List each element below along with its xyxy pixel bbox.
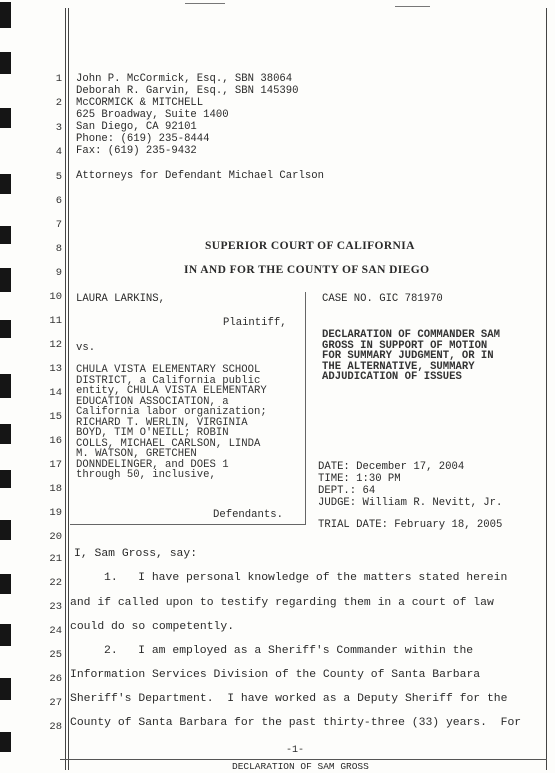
binder-hole [0,732,11,752]
counsel-firm: McCORMICK & MITCHELL [76,97,204,109]
binder-hole [0,52,11,74]
line-number: 8 [55,243,62,255]
scan-mark [395,6,430,7]
paragraph-1-line: could do so competently. [70,621,235,633]
versus: vs. [76,342,96,354]
paragraph-2-line: Information Services Division of the County of Santa Barbara [70,669,481,681]
case-number: CASE NO. GIC 781970 [322,293,443,305]
line-number: 17 [49,459,62,471]
paragraph-2-line: Sheriff's Department. I have worked as a Deputy Sheriff for the [70,693,508,705]
hearing-date: DATE: December 17, 2004 [318,461,465,473]
document-title-line: GROSS IN SUPPORT OF MOTION [322,339,488,352]
hearing-judge: JUDGE: William R. Nevitt, Jr. [318,497,503,509]
line-number: 6 [55,195,62,207]
line-number: 15 [49,411,62,423]
line-number: 10 [49,291,62,303]
line-number: 24 [49,625,62,637]
defendant-line: COLLS, MICHAEL CARLSON, LINDA [76,437,261,450]
declaration-opening: I, Sam Gross, say: [74,548,198,560]
binder-hole [0,624,11,646]
counsel-name-2: Deborah R. Garvin, Esq., SBN 145390 [76,85,299,97]
line-number: 21 [49,553,62,565]
paragraph-2-line: County of Santa Barbara for the past thirty-three (33) years. For [70,717,522,729]
line-number: 18 [49,483,62,495]
line-number: 11 [49,315,62,327]
paragraph-1-line: 1. I have personal knowledge of the matters stated herein [104,572,508,584]
paragraph-2-line: 2. I am employed as a Sheriff's Commander within the [104,645,474,657]
binder-hole [0,574,11,594]
line-number: 28 [49,721,62,733]
binder-hole [0,268,11,292]
line-number: 1 [55,73,62,85]
right-margin-rule [546,8,547,770]
defendant-line: DONNDELINGER, and DOES 1 [76,458,229,471]
defendant-line: entity, CHULA VISTA ELEMENTARY [76,385,267,397]
line-number: 23 [49,601,62,613]
document-title-line: DECLARATION OF COMMANDER SAM [322,329,501,341]
caption-divider-horizontal [70,524,306,525]
paragraph-1-line: and if called upon to testify regarding them in a court of law [70,597,494,609]
line-number: 12 [49,339,62,351]
line-number: 5 [55,171,62,183]
counsel-address: 625 Broadway, Suite 1400 [76,109,229,121]
hearing-dept: DEPT.: 64 [318,485,376,497]
scan-mark [185,3,225,4]
defendant-line: CHULA VISTA ELEMENTARY SCHOOL [76,364,261,376]
defendant-line: EDUCATION ASSOCIATION, a [76,395,229,408]
defendant-line: DISTRICT, a California public [76,374,261,387]
line-number: 14 [49,387,62,399]
line-number: 25 [49,649,62,661]
binder-hole [0,520,11,540]
line-number: 19 [49,507,62,519]
left-margin-rule [68,8,69,770]
counsel-fax: Fax: (619) 235-9432 [76,145,197,157]
binder-hole [0,374,11,398]
footer-rule [60,759,547,760]
line-number: 26 [49,673,62,685]
counsel-city: San Diego, CA 92101 [76,121,197,133]
defendant-line: through 50, inclusive, [76,469,216,481]
line-number: 3 [55,122,62,134]
binder-hole [0,226,11,244]
hearing-time: TIME: 1:30 PM [318,473,401,485]
line-number: 2 [55,97,62,109]
court-county: IN AND FOR THE COUNTY OF SAN DIEGO [184,264,430,276]
caption-divider-vertical [305,292,306,524]
line-number: 22 [49,577,62,589]
document-title-line: ADJUDICATION OF ISSUES [322,371,462,383]
line-number: 7 [55,219,62,231]
document-title [322,330,537,383]
binder-hole [0,2,11,28]
defendant-line: M. WATSON, GRETCHEN [76,448,197,460]
defendant-line: BOYD, TIM O'NEILL; ROBIN [76,427,229,439]
line-number: 16 [49,435,62,447]
line-number: 13 [49,363,62,375]
binder-hole [0,320,11,338]
defendants-list [76,365,296,481]
counsel-phone: Phone: (619) 235-8444 [76,133,210,145]
line-number: 4 [55,146,62,158]
binder-hole [0,470,11,488]
counsel-name-1: John P. McCormick, Esq., SBN 38064 [76,73,293,85]
document-title-line: THE ALTERNATIVE, SUMMARY [322,360,475,373]
binder-hole [0,174,11,194]
line-number: 27 [49,697,62,709]
attorneys-for: Attorneys for Defendant Michael Carlson [76,170,324,182]
defendant-line: California labor organization; [76,406,267,418]
line-number: 20 [49,531,62,543]
defendant-line: RICHARD T. WERLIN, VIRGINIA [76,416,248,429]
court-name: SUPERIOR COURT OF CALIFORNIA [205,240,415,252]
plaintiff-role: Plaintiff, [223,317,287,329]
footer-title: DECLARATION OF SAM GROSS [232,761,369,772]
defendants-role: Defendants. [213,509,283,521]
binder-hole [0,424,11,444]
trial-date: TRIAL DATE: February 18, 2005 [318,519,503,531]
binder-hole [0,108,11,128]
plaintiff-name: LAURA LARKINS, [76,293,166,305]
page-number: -1- [286,745,305,756]
binder-hole [0,678,11,700]
document-title-line: FOR SUMMARY JUDGMENT, OR IN [322,350,494,362]
line-number: 9 [55,267,62,279]
left-margin-rule [65,8,66,770]
